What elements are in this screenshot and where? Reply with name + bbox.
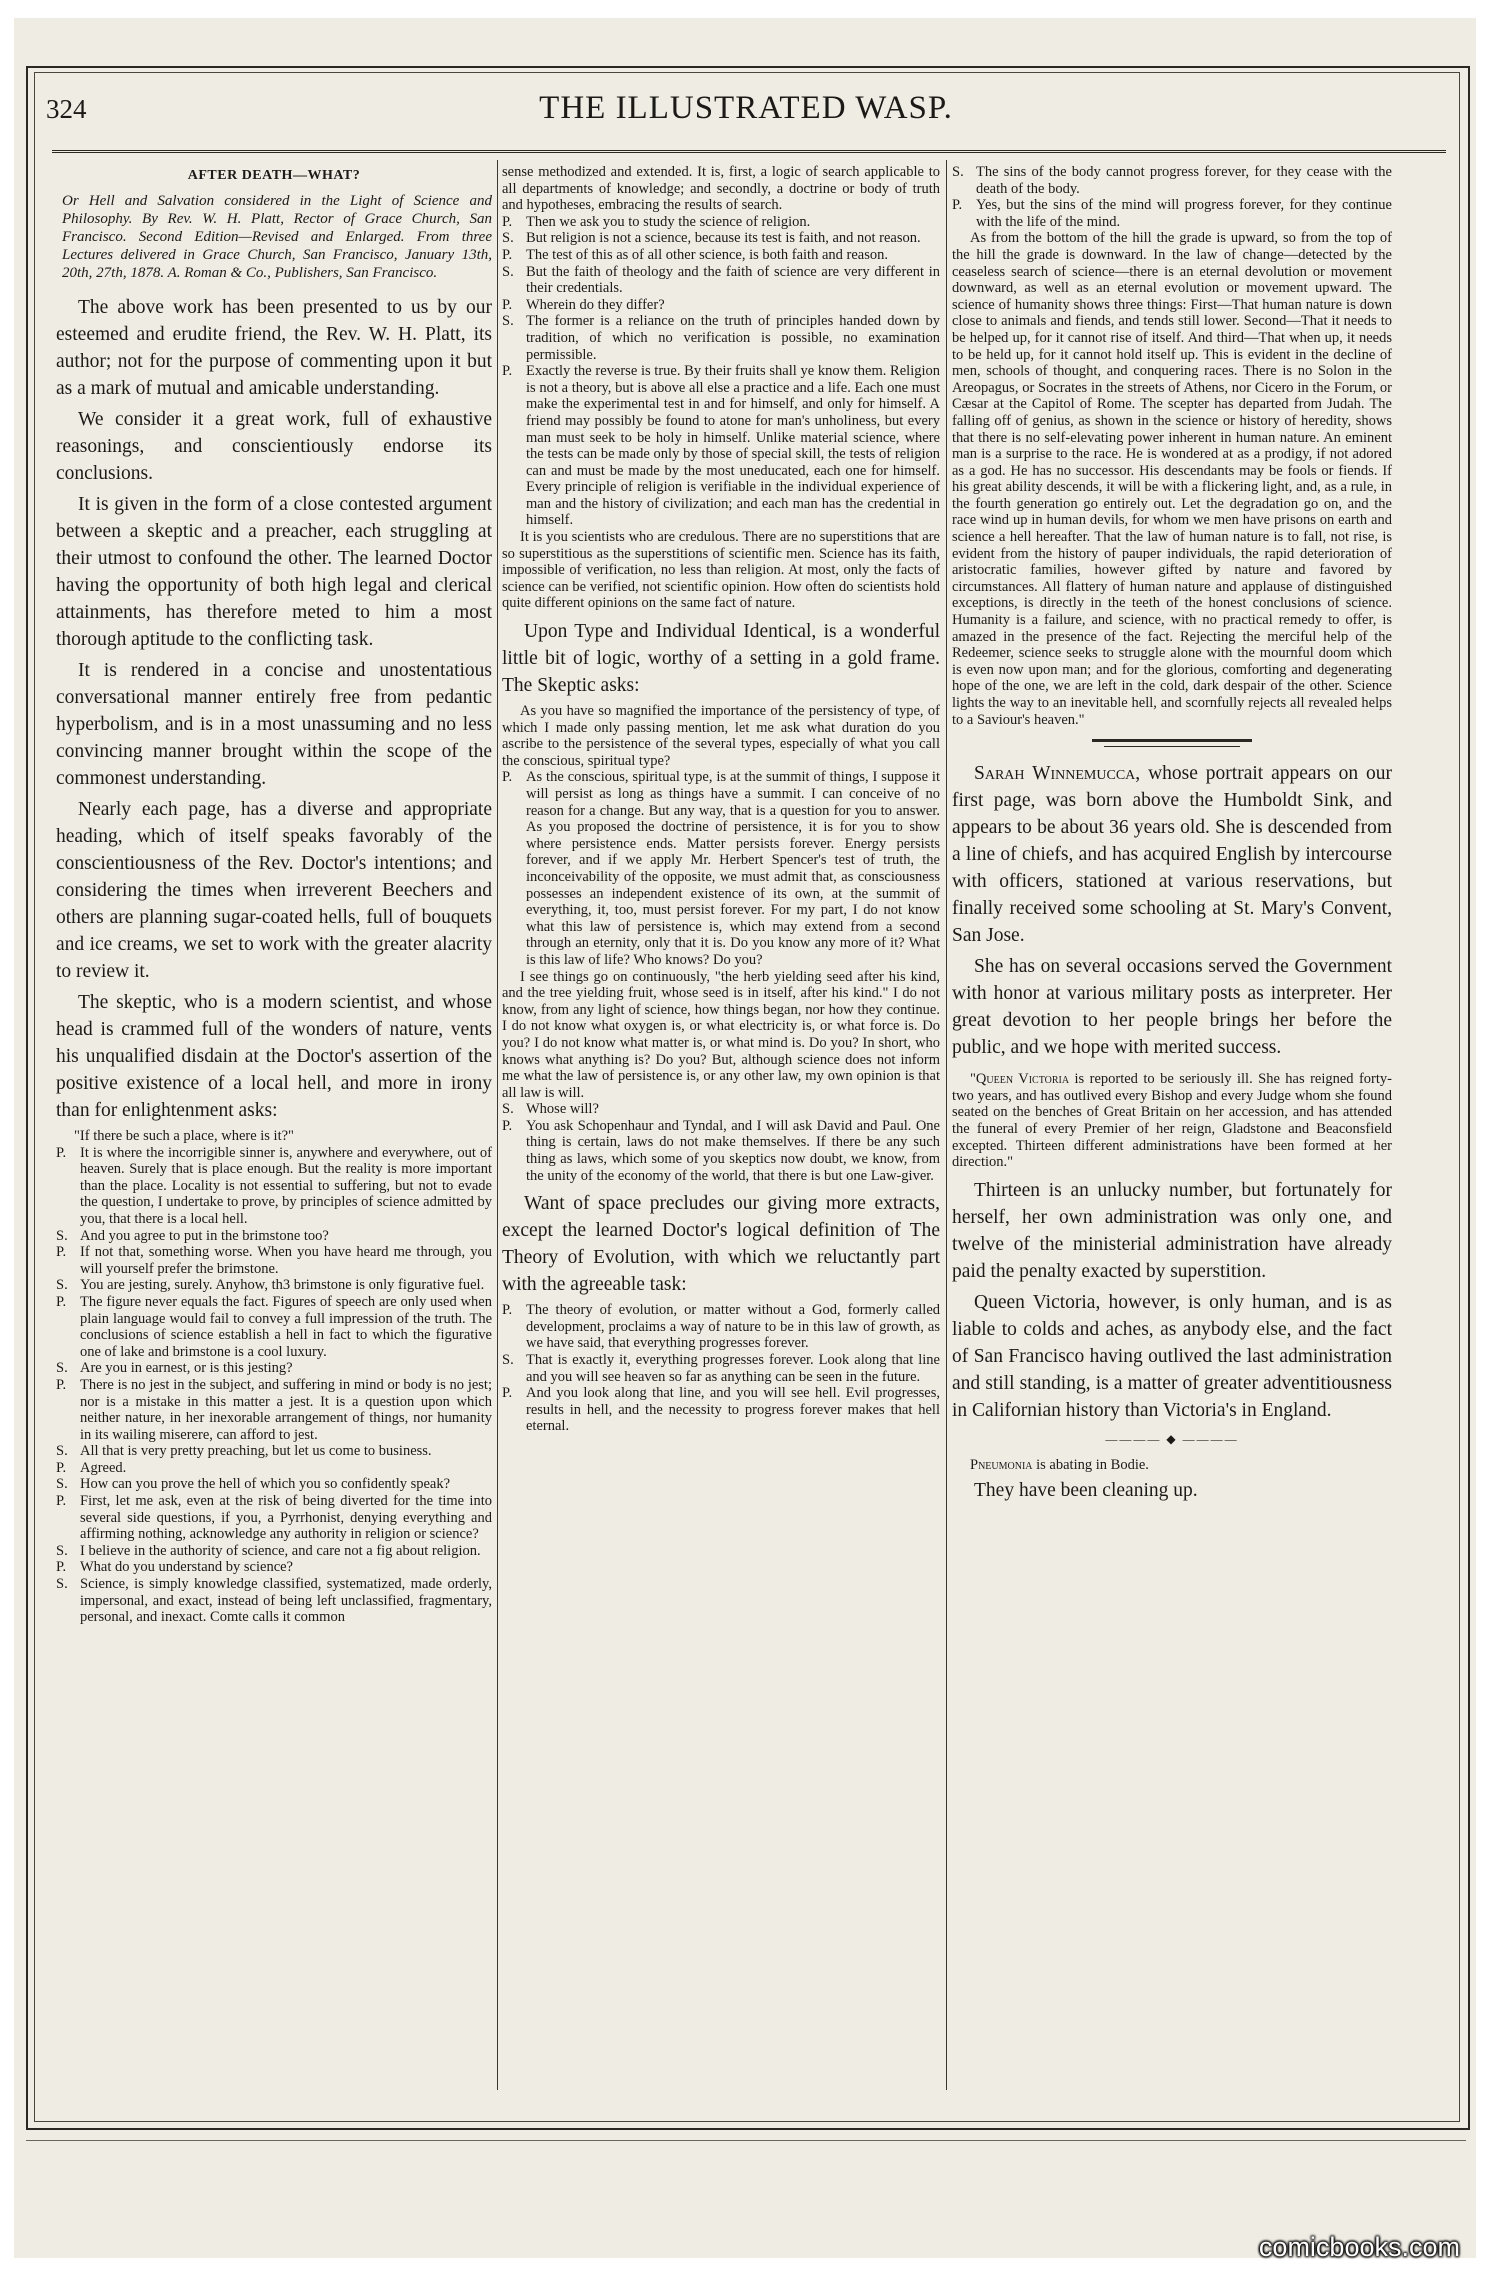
dialogue-list (502, 769, 940, 968)
cleaning-note: They have been cleaning up. (974, 1480, 1198, 1502)
dialogue-text: First, let me ask, even at the risk of being diverted for the time into several side questions, if you, a Pyrrhonist, denying everything and affirming nothing, acknowledge any authority in religion or science? (80, 1493, 492, 1543)
pneumonia-lead: Pneumonia (970, 1456, 1033, 1473)
speaker-label: S. (56, 1277, 68, 1294)
dialogue-text: Exactly the reverse is true. By their fruits shall ye know them. Religion is not a theory, but is above all else a practice and a life. Each one must make the experimental test in and for himself, and only for himself. A friend may possibly be found to atone for man's unholiness, but every man must seek to be holy in himself. Unlike material science, where the tests can be made only by those of special skill, the tests of religion can and must be made by the most uneducated, each one for himself. Every principle of religion is verifiable in the individual experience of man and the history of civilization; and each man has the credential in himself. (526, 363, 940, 529)
credulous-paragraph: It is you scientists who are credulous. There are no superstitions that are so superstitious as the superstitions of scientific men. Science has its faith, impossible of verification, no less than religion. At most, only the facts of science can be verified, not scientific opinion. How often do scientists hold quite different opinions on the same fact of nature. (502, 529, 940, 612)
dialogue-text: The former is a reliance on the truth of principles handed down by tradition, of which no verification is possible, no examination permissible. (526, 313, 940, 363)
dialogue-line (56, 1145, 492, 1228)
column-3 (952, 164, 1392, 2092)
dialogue-line (56, 1543, 492, 1560)
dialogue-text: Then we ask you to study the science of religion. (526, 213, 811, 230)
ornament-rule: ———— ◆ ———— (1105, 1431, 1239, 1446)
article-subhead (56, 192, 492, 282)
speaker-label: P. (56, 1559, 67, 1576)
queen-quote-lead: "Queen Victoria (970, 1071, 1070, 1088)
speaker-label: P. (502, 213, 513, 230)
review-paragraph: It is given in the form of a close contested argument between a skeptic and a preacher, each struggling at their utmost to confound the other. The learned Doctor having the opportunity of both high legal and clerical attainments, has therefore meted to him a most thorough aptitude to the conflicting task. (56, 494, 492, 650)
dialogue-text: The sins of the body cannot progress forever, for they cease with the death of the body. (976, 164, 1392, 197)
speaker-label: P. (502, 1117, 513, 1134)
dialogue-line (56, 1228, 492, 1245)
dialogue-text: There is no jest in the subject, and suffering in mind or body is no jest; nor is a mistake in this matter a jest. It is a question upon which neither nature, in her inexorable arrangement of things, nor humanity in its wailing miserere, can afford to jest. (80, 1376, 492, 1443)
speaker-label: S. (502, 263, 514, 280)
herb-paragraph: I see things go on continuously, "the herb yielding seed after his kind, and the tree yielding fruit, whose seed is in itself, after his kind." I do not know, from any light of science, how things began, nor how they continue. I do not know what oxygen is, or what electricity is, or what force is. Do you? I do not know what matter is, or what mind is. Do you? In short, who knows what anything is? Do you? But, although science does not inform me what the law of persistence is, or any other law, my own opinion is that all law is will. (502, 968, 940, 1101)
speaker-label: P. (952, 197, 963, 214)
speaker-label: S. (502, 230, 514, 247)
dialogue-text: All that is very pretty preaching, but let us come to business. (80, 1443, 432, 1460)
column-divider (946, 160, 947, 2090)
dialogue-line (502, 1352, 940, 1385)
speaker-label: P. (502, 1385, 513, 1402)
speaker-label: P. (502, 246, 513, 263)
dialogue-text: Yes, but the sins of the mind will progress forever, for they continue with the life of the mind. (976, 197, 1392, 230)
dialogue-text: The figure never equals the fact. Figures of speech are only used when plain language would fail to convey a full impression of the truth. The conclusions of science establish a hell in fact to which the figurative one of lake and brimstone is a cool luxury. (80, 1293, 492, 1360)
dialogue-line (56, 1493, 492, 1543)
sarah-text: whose portrait appears on our first page, was born above the Humboldt Sink, and appears to be about 36 years old. She is descended from a line of chiefs, and has acquired English by intercourse with officers, stationed at various reservations, but finally received some schooling at St. Mary's Convent, San Jose. (952, 763, 1392, 947)
speaker-label: P. (56, 1144, 67, 1161)
section-rule (1092, 736, 1252, 750)
dialogue-list (502, 1101, 940, 1184)
speaker-label: P. (502, 363, 513, 380)
dialogue-line (56, 1377, 492, 1443)
speaker-label: S. (56, 1542, 68, 1559)
column-divider (497, 160, 498, 2090)
want-of-space-paragraph: Want of space precludes our giving more extracts, except the learned Doctor's logical definition of The Theory of Evolution, with which we reluctantly part with the agreeable task: (502, 1193, 940, 1296)
dialogue-line (502, 297, 940, 314)
review-paragraph: The above work has been presented to us by our esteemed and erudite friend, the Rev. W. H. Platt, its author; not for the purpose of commenting upon it but as a mark of mutual and amicable understanding. (56, 297, 492, 399)
dialogue-text: Wherein do they differ? (526, 296, 665, 313)
dialogue-line (502, 264, 940, 297)
dialogue-list (502, 1302, 940, 1435)
footer-rule (26, 2140, 1466, 2141)
skeptic-question: "If there be such a place, where is it?" (74, 1128, 294, 1144)
dialogue-text: But the faith of theology and the faith of science are very different in their credentials. (526, 263, 940, 297)
dialogue-line (502, 363, 940, 529)
speaker-label: S. (502, 1352, 514, 1369)
dialogue-text: If not that, something worse. When you have heard me through, you will yourself prefer the brimstone. (80, 1244, 492, 1277)
dialogue-line (952, 164, 1392, 197)
review-paragraph: We consider it a great work, full of exhaustive reasonings, and conscientiously endorse its conclusions. (56, 409, 492, 484)
sarah-paragraph (952, 760, 1392, 949)
speaker-label: S. (56, 1227, 68, 1244)
header-rule (52, 150, 1446, 153)
dialogue-line (56, 1360, 492, 1377)
masthead: THE ILLUSTRATED WASP. (539, 90, 953, 126)
dialogue-text: But religion is not a science, because its test is faith, and not reason. (526, 230, 921, 247)
review-paragraph: It is rendered in a concise and unostentatious conversational manner entirely free from pedantic hyperbolism, and is in a most unassuming and no less convincing manner brought within the scope of the commonest understanding. (56, 660, 492, 789)
dialogue-line (56, 1277, 492, 1294)
sarah-paragraph-2: She has on several occasions served the Government with honor at various military posts as interpreter. Her great devotion to her people brings her before the public, and we hope with merited success. (952, 956, 1392, 1059)
dialogue-line (502, 1118, 940, 1184)
speaker-label: S. (952, 164, 964, 180)
speaker-label: S. (56, 1476, 68, 1493)
pneumonia-note (952, 1457, 1392, 1474)
dialogue-text: As the conscious, spiritual type, is at the summit of things, I suppose it will persist as long as things have a summit. I can conceive of no reason for a change. But any way, that is a question for you to answer. As you proposed the doctrine of persistence, it is for you to show where persistence ends. Matter persists forever. Energy persists forever, and if we apply Mr. Herbert Spencer's test of truth, the inconceivability of the opposite, we must admit that, as consciousness possesses an independent existence of its own, at the summit of everything, it, too, must persist forever. For my part, I do not know what this law of persistence is, which may extend from a second through an eternity, only that it is. Do you know any more of it? What is this law of life? Who knows? Do you? (526, 769, 940, 968)
speaker-label: S. (56, 1360, 68, 1377)
review-paragraph: Nearly each page, has a diverse and appropriate heading, which of itself speaks favorably of the conscientiousness of the Rev. Doctor's intentions; and considering the times when irreverent Beechers and others are planning sugar-coated hells, full of bouquets and ice creams, we set to work with the greater alacrity to review it. (56, 799, 492, 982)
dialogue-line (502, 230, 940, 247)
dialogue-line (56, 1559, 492, 1576)
speaker-label: P. (502, 769, 513, 786)
dialogue-text: The test of this as of all other science, is both faith and reason. (526, 246, 888, 263)
speaker-label: S. (502, 313, 514, 330)
devolution-paragraph: As from the bottom of the hill the grade is upward, so from the top of the hill the grade is downward. In the law of change—detected by the ceaseless search of science—there is an eternal devolution or movement downward, as well as an eternal evolution or movement upward. The science of humanity shows three things: First—That human nature is down close to animals and fiends, and tends still lower. Second—That it needs to be helped up, for it cannot rise of itself. And third—That when up, it needs to be held up, for it cannot hold itself up. This is evident in the decline of men, schools of thought, and conquering races. There is no Solon in the Areopagus, or Socrates in the streets of Athens, nor Cicero in the Forum, or Cæsar at the Capitol of Rome. The scepter has departed from Judah. The falling off of genius, as shown in the science or history of heredity, shows that there is no self-elevating power inherent in human nature. An eminent man is a surprise to the race. He is wondered at as a prodigy, if not adored as a god. He has no successor. His descendants may be fools or fiends. If his great ability descends, it will be with a flickering light, and, as a rule, in the fourth generation go entirely out. Let the degradation go on, and the race wind up in human devils, for whom we men have prisons on earth and science a hell hereafter. That the law of human nature is to fall, not rise, is evident from the history of pauper individuals, the rapid deterioration of aristocratic families, however gifted by nature and favored by circumstances. All flattery of human nature and applause of distinguished exceptions, is directly in the teeth of the honest conclusions of science. Humanity is a failure, and science, with no practical remedy to offer, is amazed in the presence of the fact. Rejecting the merciful help of the Redeemer, science seeks to struggle alone with the mournful doom which is even now upon man; and for the glorious, comforting and degenerating hope of the one, we are left in the cold, dark despair of the other. Science lights the way to an inevitable hell, and scornfully rejects all revealed helps to a Saviour's heaven." (952, 230, 1392, 728)
speaker-label: P. (56, 1244, 67, 1261)
dialogue-line (56, 1443, 492, 1460)
dialogue-line (502, 214, 940, 231)
speaker-label: P. (56, 1459, 67, 1476)
type-identical-paragraph: Upon Type and Individual Identical, is a wonderful little bit of logic, worthy of a setting in a gold frame. The Skeptic asks: (502, 621, 940, 697)
speaker-label: P. (502, 296, 513, 313)
dialogue-list (502, 214, 940, 529)
dialogue-text: Science, is simply knowledge classified, systematized, made orderly, impersonal, and exact, instead of being left unclassified, fragmentary, personal, and inexact. Comte calls it common (80, 1576, 492, 1626)
dialogue-text: Agreed. (80, 1459, 127, 1476)
dialogue-list (56, 1145, 492, 1626)
ornament-diamond: ◆ (1166, 1431, 1178, 1446)
dialogue-line (56, 1476, 492, 1493)
subhead-text: Or Hell and Salvation considered in the Light of Science and Philosophy. By Rev. W. H. Platt, Rector of Grace Church, San Francisco. Second Edition—Revised and Enlarged. From three Lectures delivered in Grace Church, San Francisco, January 13th, 20th, 27th, 1878. A. Roman & Co., Publishers, San Francisco. (62, 193, 492, 281)
queen-quote-text: is reported to be seriously ill. She has reigned forty-two years, and has outlived every Bishop and every Judge whom she found seated on the benches of Great Britain on her accession, and has attended the funeral of every Premier of her reign, Gladstone and Beaconsfield excepted. Thirteen different administrations have been formed at her direction." (952, 1071, 1392, 1171)
dialogue-text: It is where the incorrigible sinner is, anywhere and everywhere, out of heaven. Surely that is place enough. But the reality is more important than the place. Locality is not essential to suffering, but not to evade the question, I undertake to prove, by principles of science admitted by you, that there is a local hell. (80, 1144, 492, 1227)
site-watermark: comicbooks.com (1258, 2232, 1460, 2262)
speaker-label: P. (56, 1376, 67, 1393)
skeptic-question-type: As you have so magnified the importance of the persistency of type, of which I made only passing mention, let me ask what duration do you ascribe to the persistence of the several types, especially of what you call the conscious, spiritual type? (502, 703, 940, 769)
dialogue-text: The theory of evolution, or matter without a God, formerly called development, proclaims a way of nature to be in this law of growth, as we have said, that everything progresses forever. (526, 1302, 940, 1352)
dialogue-text: You are jesting, surely. Anyhow, th3 brimstone is only figurative fuel. (80, 1277, 485, 1294)
speaker-label: S. (502, 1101, 514, 1118)
queen-quote (952, 1071, 1392, 1171)
dialogue-text: How can you prove the hell of which you so confidently speak? (80, 1476, 451, 1493)
dialogue-line (952, 197, 1392, 230)
dialogue-line (56, 1294, 492, 1360)
page-header (46, 88, 1446, 138)
dialogue-text: What do you understand by science? (80, 1559, 293, 1576)
dialogue-text: I believe in the authority of science, and care not a fig about religion. (80, 1542, 481, 1559)
speaker-label: P. (502, 1302, 513, 1319)
dialogue-line (502, 313, 940, 363)
thirteen-paragraph: Thirteen is an unlucky number, but fortunately for herself, her own administration was only one, and twelve of the ministerial administration have already paid the penalty exacted by superstition. (952, 1179, 1392, 1282)
dialogue-line (56, 1244, 492, 1277)
column-2 (502, 164, 940, 2092)
dialogue-line (56, 1576, 492, 1626)
dialogue-line (502, 1101, 940, 1118)
speaker-label: S. (56, 1443, 68, 1460)
page-number: 324 (46, 94, 87, 124)
dialogue-line (502, 1302, 940, 1352)
dialogue-line (502, 1385, 940, 1435)
dialogue-line (502, 769, 940, 968)
dialogue-line (502, 247, 940, 264)
dialogue-text: Whose will? (526, 1101, 599, 1118)
dialogue-text: And you look along that line, and you will see hell. Evil progresses, results in hell, and the necessity to progress forever makes that hell eternal. (526, 1385, 940, 1435)
speaker-label: P. (56, 1493, 67, 1510)
speaker-label: S. (56, 1576, 68, 1593)
dialogue-text: That is exactly it, everything progresses forever. Look along that line and you will see heaven so far as anything can be seen in the future. (526, 1352, 940, 1385)
dialogue-text: You ask Schopenhaur and Tyndal, and I will ask David and Paul. One thing is certain, laws do not make themselves. If there be any such thing as laws, which some of you skeptics now doubt, we know, from the unity of the economy of the world, that there is but one Law-giver. (526, 1117, 940, 1184)
sarah-name: Sarah Winnemucca, (974, 763, 1141, 785)
dialogue-text: And you agree to put in the brimstone too? (80, 1227, 329, 1244)
dialogue-text: Are you in earnest, or is this jesting? (80, 1360, 293, 1377)
continued-text: sense methodized and extended. It is, first, a logic of search applicable to all departments of knowledge; and secondly, a doctrine or body of truth and hypotheses, embracing the results of search. (502, 164, 940, 214)
speaker-label: P. (56, 1293, 67, 1310)
dialogue-list (952, 164, 1392, 230)
review-paragraph: The skeptic, who is a modern scientist, and whose head is crammed full of the wonders of nature, vents his unqualified disdain at the Doctor's assertion of the positive existence of a local hell, and more in irony than for enlightenment asks: (56, 992, 492, 1121)
dialogue-line (56, 1460, 492, 1477)
column-1 (56, 164, 492, 2092)
article-title: AFTER DEATH—WHAT? (187, 168, 361, 183)
pneumonia-text: is abating in Bodie. (1036, 1456, 1149, 1473)
queen-paragraph-2: Queen Victoria, however, is only human, and is as liable to colds and aches, as anybody else, and the fact of San Francisco having outlived the last administration and still standing, is a matter of greater adventitiousness in Californian history than Victoria's in England. (952, 1291, 1392, 1421)
